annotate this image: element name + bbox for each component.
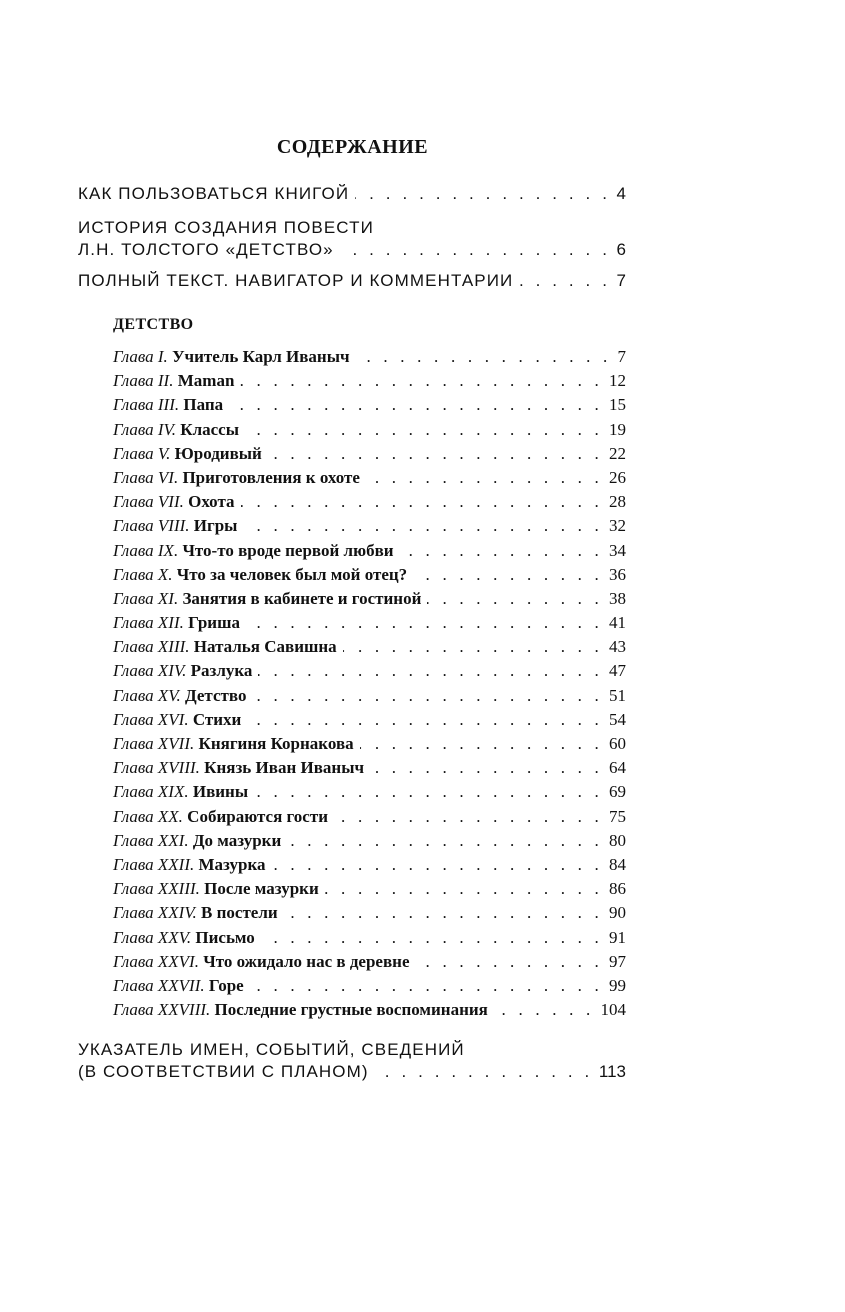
chapter-page: 38 xyxy=(609,588,626,608)
chapter-name: Стихи xyxy=(192,709,242,729)
chapter-name: Разлука xyxy=(190,661,253,681)
chapter-label: Глава IV. xyxy=(113,419,177,439)
chapter-page: 26 xyxy=(609,467,626,487)
chapter-page: 7 xyxy=(617,347,626,366)
chapter-row[interactable] xyxy=(113,659,626,683)
chapter-label: Глава X. xyxy=(113,564,173,584)
chapter-row[interactable] xyxy=(113,853,626,877)
chapter-name: Игры xyxy=(193,516,238,536)
leader-dots xyxy=(343,635,603,659)
leader-dots xyxy=(356,345,612,369)
leader-dots xyxy=(246,611,603,635)
chapter-name: Ивины xyxy=(192,782,249,802)
toc-entry-title: ПОЛНЫЙ ТЕКСТ. НАВИГАТОР И КОММЕНТАРИИ xyxy=(78,271,514,290)
chapter-row[interactable] xyxy=(113,998,626,1022)
chapter-row[interactable] xyxy=(113,684,626,708)
chapter-label: Глава VIII. xyxy=(113,516,190,536)
chapter-label: Глава V. xyxy=(113,443,171,463)
chapter-page: 34 xyxy=(609,540,626,560)
chapter-row[interactable] xyxy=(113,708,626,732)
toc-entry-title-line1: УКАЗАТЕЛЬ ИМЕН, СОБЫТИЙ, СВЕДЕНИЙ xyxy=(78,1040,465,1059)
chapter-name: Князь Иван Иваныч xyxy=(204,758,365,778)
toc-entry-page: 7 xyxy=(616,271,626,290)
leader-dots xyxy=(245,418,603,442)
leader-dots xyxy=(370,756,603,780)
chapter-page: 22 xyxy=(609,443,626,463)
chapter-row[interactable] xyxy=(113,418,626,442)
chapter-name: Учитель Карл Иваныч xyxy=(172,347,350,366)
leader-dots xyxy=(254,780,603,804)
chapter-row[interactable] xyxy=(113,732,626,756)
toc-entry-title: КАК ПОЛЬЗОВАТЬСЯ КНИГОЙ xyxy=(78,184,350,203)
chapter-name: Последние грустные воспоминания xyxy=(214,1000,488,1020)
leader-dots xyxy=(355,183,610,205)
chapter-name: Наталья Савишна xyxy=(193,637,337,657)
chapter-name: После мазурки xyxy=(204,879,319,899)
chapter-page: 84 xyxy=(609,854,626,874)
chapter-row[interactable] xyxy=(113,345,626,369)
chapter-row[interactable] xyxy=(113,393,626,417)
chapter-label: Глава XXII. xyxy=(113,854,195,874)
chapter-label: Глава II. xyxy=(113,371,174,391)
chapter-label: Глава XII. xyxy=(113,613,184,633)
chapter-name: Мазурка xyxy=(198,854,266,874)
chapter-page: 97 xyxy=(609,951,626,971)
chapter-name: Юродивый xyxy=(174,443,262,463)
leader-dots xyxy=(427,587,603,611)
page-title: СОДЕРЖАНИЕ xyxy=(276,136,429,158)
leader-dots xyxy=(360,732,603,756)
leader-dots xyxy=(284,901,603,925)
chapter-page: 15 xyxy=(609,395,626,415)
chapter-name: Письмо xyxy=(195,927,255,947)
leader-dots xyxy=(366,466,603,490)
chapter-label: Глава XVII. xyxy=(113,734,195,753)
toc-entry-page: 6 xyxy=(616,240,626,259)
chapter-row[interactable] xyxy=(113,780,626,804)
chapter-row[interactable] xyxy=(113,974,626,998)
chapter-row[interactable] xyxy=(113,805,626,829)
chapter-label: Глава XXIII. xyxy=(113,879,200,899)
chapter-row[interactable] xyxy=(113,611,626,635)
chapter-label: Глава I. xyxy=(113,347,168,366)
chapter-name: Классы xyxy=(180,419,239,439)
chapter-row[interactable] xyxy=(113,442,626,466)
toc-entry-title-line2: (В СООТВЕТСТВИИ С ПЛАНОМ) xyxy=(78,1062,369,1081)
chapter-row[interactable] xyxy=(113,490,626,514)
leader-dots xyxy=(229,393,603,417)
chapter-label: Глава XXV. xyxy=(113,927,192,947)
chapter-page: 90 xyxy=(609,903,626,923)
chapter-row[interactable] xyxy=(113,587,626,611)
leader-dots xyxy=(325,877,603,901)
leader-dots xyxy=(252,684,603,708)
chapter-label: Глава IX. xyxy=(113,540,179,560)
chapter-name: Детство xyxy=(184,685,247,705)
leader-dots xyxy=(400,539,603,563)
chapter-label: Глава XXIV. xyxy=(113,903,197,923)
chapter-label: Глава III. xyxy=(113,395,180,415)
chapter-page: 12 xyxy=(609,371,626,391)
chapter-label: Глава XXVIII. xyxy=(113,1000,211,1020)
chapter-name: До мазурки xyxy=(192,830,282,850)
toc-entry-page: 113 xyxy=(598,1062,626,1081)
chapter-page: 75 xyxy=(609,806,626,826)
chapter-page: 91 xyxy=(609,927,626,947)
leader-dots xyxy=(334,805,603,829)
chapter-page: 60 xyxy=(609,734,626,753)
part-title: ДЕТСТВО xyxy=(113,316,194,333)
chapter-label: Глава XVI. xyxy=(113,709,189,729)
leader-dots xyxy=(416,950,604,974)
toc-entry-title-line2: Л.Н. ТОЛСТОГО «ДЕТСТВО» xyxy=(78,240,334,259)
chapter-row[interactable] xyxy=(113,539,626,563)
chapter-page: 43 xyxy=(609,637,626,657)
chapter-page: 104 xyxy=(600,1000,626,1020)
chapter-page: 47 xyxy=(609,661,626,681)
leader-dots xyxy=(268,442,603,466)
chapter-label: Глава XV. xyxy=(113,685,181,705)
chapter-page: 69 xyxy=(609,782,626,802)
leader-dots xyxy=(413,563,603,587)
chapter-page: 80 xyxy=(609,830,626,850)
chapter-row[interactable] xyxy=(113,635,626,659)
chapter-name: Княгиня Корнакова xyxy=(198,734,354,753)
chapter-name: В постели xyxy=(201,903,278,923)
chapter-page: 51 xyxy=(609,685,626,705)
chapter-name: Maman xyxy=(177,371,235,391)
chapter-name: Что ожидало нас в деревне xyxy=(203,951,410,971)
chapter-row[interactable] xyxy=(113,926,626,950)
chapter-row[interactable] xyxy=(113,466,626,490)
chapter-name: Что-то вроде первой любви xyxy=(182,540,394,560)
chapter-page: 99 xyxy=(609,975,626,995)
leader-dots xyxy=(250,974,603,998)
chapter-label: Глава XVIII. xyxy=(113,758,200,778)
chapter-page: 41 xyxy=(609,613,626,633)
chapter-row[interactable] xyxy=(113,950,626,974)
chapter-name: Горе xyxy=(208,975,244,995)
chapter-label: Глава XXI. xyxy=(113,830,189,850)
leader-dots xyxy=(243,514,603,538)
leader-dots xyxy=(340,239,611,261)
chapter-row[interactable] xyxy=(113,563,626,587)
chapter-row[interactable] xyxy=(113,877,626,901)
leader-dots xyxy=(287,829,603,853)
chapter-page: 19 xyxy=(609,419,626,439)
chapter-page: 32 xyxy=(609,516,626,536)
chapter-label: Глава VII. xyxy=(113,492,184,512)
leader-dots xyxy=(261,926,603,950)
chapter-name: Папа xyxy=(183,395,224,415)
leader-dots xyxy=(258,659,603,683)
chapter-list xyxy=(113,345,626,1022)
leader-dots xyxy=(240,369,603,393)
chapter-page: 54 xyxy=(609,709,626,729)
leader-dots xyxy=(241,490,603,514)
leader-dots xyxy=(247,708,603,732)
chapter-page: 86 xyxy=(609,879,626,899)
chapter-name: Охота xyxy=(188,492,235,512)
leader-dots xyxy=(494,998,595,1022)
chapter-row[interactable] xyxy=(113,829,626,853)
chapter-name: Занятия в кабинете и гостиной xyxy=(182,588,422,608)
toc-entry-index[interactable] xyxy=(78,1039,626,1083)
chapter-label: Глава XXVII. xyxy=(113,975,205,995)
toc-entry-full-text[interactable] xyxy=(78,270,626,292)
chapter-name: Собираются гости xyxy=(187,806,329,826)
chapter-name: Что за человек был мой отец? xyxy=(176,564,408,584)
leader-dots xyxy=(375,1061,593,1083)
toc-entry-title-line1: ИСТОРИЯ СОЗДАНИЯ ПОВЕСТИ xyxy=(78,218,374,237)
toc-entry-page: 4 xyxy=(616,184,626,203)
chapter-label: Глава XI. xyxy=(113,588,179,608)
chapter-name: Гриша xyxy=(188,613,240,633)
chapter-label: Глава VI. xyxy=(113,467,179,487)
chapter-row[interactable] xyxy=(113,514,626,538)
chapter-row[interactable] xyxy=(113,756,626,780)
chapter-label: Глава XIII. xyxy=(113,637,190,657)
chapter-page: 64 xyxy=(609,758,626,778)
chapter-label: Глава XIV. xyxy=(113,661,187,681)
chapter-label: Глава XXVI. xyxy=(113,951,199,971)
toc-entry-history[interactable] xyxy=(78,217,626,261)
chapter-label: Глава XX. xyxy=(113,806,183,826)
chapter-label: Глава XIX. xyxy=(113,782,189,802)
chapter-page: 36 xyxy=(609,564,626,584)
chapter-row[interactable] xyxy=(113,369,626,393)
chapter-page: 28 xyxy=(609,492,626,512)
leader-dots xyxy=(272,853,603,877)
leader-dots xyxy=(519,270,610,292)
chapter-name: Приготовления к охоте xyxy=(182,467,360,487)
toc-entry-how-to-use[interactable] xyxy=(78,183,626,205)
chapter-row[interactable] xyxy=(113,901,626,925)
